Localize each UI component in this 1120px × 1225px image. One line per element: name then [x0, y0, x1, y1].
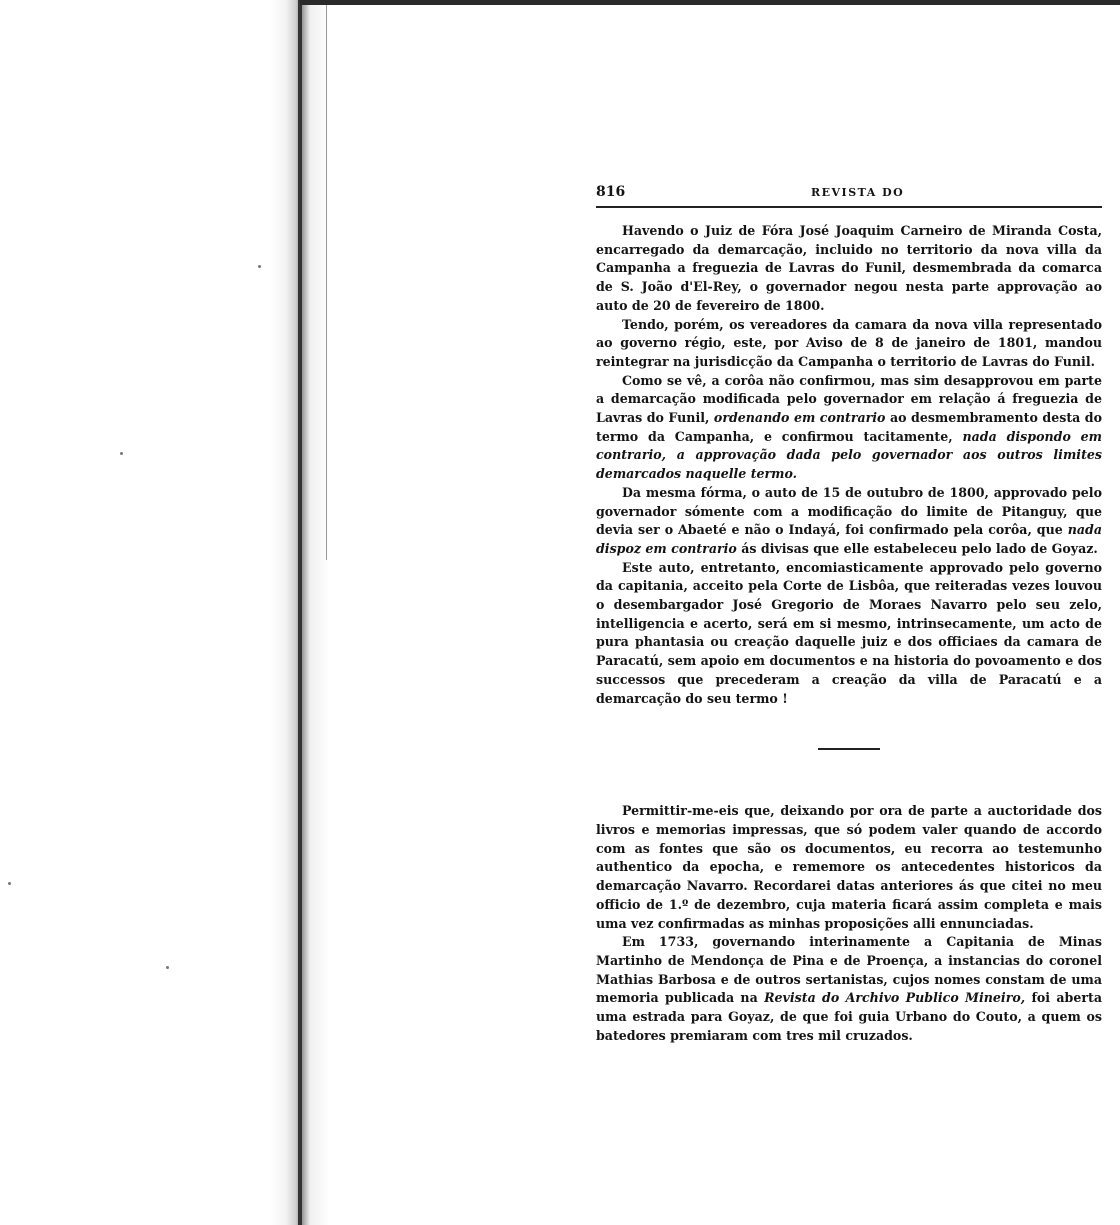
paragraph — [596, 316, 1102, 372]
text-run: Como se vê, a corôa não confirmou, mas sim desapprovou em parte a demarcação modificada pelo governador em relação á freguezia de Lavras do Funil, — [596, 372, 1102, 426]
text-run: Este auto, entretanto, encomiasticamente approvado pelo governo da capitania, acceito pela Corte de Lisbôa, que reiteradas vezes louvou o desembargador José Gregorio de Moraes Navarro pelo seu zelo, intelligencia e acerto, será em si mesmo, intrinsecamente, um acto de pura phantasia ou creação daquelle juiz e dos officiaes da camara de Paracatú, sem apoio em documentos e na historia do povoamento e dos successos que precederam a creação da villa de Paracatú e a demarcação do seu termo ! — [596, 559, 1102, 706]
paper-speck — [8, 882, 11, 885]
paper-speck — [120, 452, 123, 455]
text-run: ao desmembramento desta do termo da Campanha, e confirmou tacitamente, — [596, 410, 1102, 444]
paragraph — [596, 222, 1102, 316]
running-head — [596, 180, 1102, 208]
body-text — [596, 222, 1102, 1045]
paragraph — [596, 559, 1102, 709]
text-run: Em 1733, governando interinamente a Capitania de Minas Martinho de Mendonça de Pina e de Proença, a instancias do coronel Mathias Barbosa e de outros sertanistas, cujos nomes constam de uma memoria publicada na — [596, 934, 1102, 1006]
text-run: ás divisas que elle estabeleceu pelo lado de Goyaz. — [736, 540, 1098, 556]
italic-text: ordenando em contrario — [713, 410, 886, 426]
page-top-edge — [300, 0, 1120, 5]
paper-speck — [166, 966, 169, 969]
paragraph — [596, 802, 1102, 933]
text-run: foi aberta uma estrada para Goyaz, de que foi guia Urbano do Couto, a quem os batedores premiaram com tres mil cruzados. — [596, 990, 1102, 1043]
page-edge-line — [326, 0, 327, 560]
section-separator-rule — [818, 748, 880, 750]
italic-text: nada dispondo em contrario, a approvação dada pelo governador aos outros limites demarcados naquelle termo. — [596, 428, 1103, 482]
book-gutter-shadow — [0, 0, 340, 1225]
text-run: Tendo, porém, os vereadores da camara da nova villa representado ao governo régio, este, por Aviso de 8 de janeiro de 1801, mandou reintegrar na jurisdicção da Campanha o territorio de Lavras do Funil. — [596, 316, 1102, 369]
book-page — [596, 180, 1102, 1045]
text-run: Da mesma fórma, o auto de 15 de outubro de 1800, approvado pelo governador sómente com a modificação do limite de Pitanguy, que devia ser o Abaeté e não o Indayá, foi confirmado pela corôa, que — [596, 484, 1102, 538]
italic-text: Revista do Archivo Publico Mineiro, — [764, 990, 1026, 1006]
paper-speck — [258, 265, 261, 268]
italic-text: nada dispoz em contrario — [596, 522, 1102, 556]
page-number: 816 — [596, 184, 626, 200]
running-head-title: REVISTA DO — [811, 186, 905, 199]
paragraph — [596, 933, 1102, 1045]
paragraph — [596, 372, 1102, 484]
text-run: Havendo o Juiz de Fóra José Joaquim Carneiro de Miranda Costa, encarregado da demarcação, incluido no territorio da nova villa da Campanha a freguezia de Lavras do Funil, desmembrada da comarca de S. João d'El-Rey, o governador negou nesta parte approvação ao auto de 20 de fevereiro de 1800. — [596, 223, 1102, 313]
paragraph — [596, 484, 1102, 559]
text-run: Permittir-me-eis que, deixando por ora de parte a auctoridade dos livros e memorias impressas, que só podem valer quando de accordo com as fontes que são os documentos, eu recorra ao testemunho authentico da epocha, e rememore os antecedentes historicos da demarcação Navarro. Recordarei datas anteriores ás que citei no meu officio de 1.º de dezembro, cuja materia ficará assim completa e mais uma vez confirmadas as minhas proposições alli ennunciadas. — [596, 803, 1102, 931]
book-spine — [298, 0, 302, 1225]
